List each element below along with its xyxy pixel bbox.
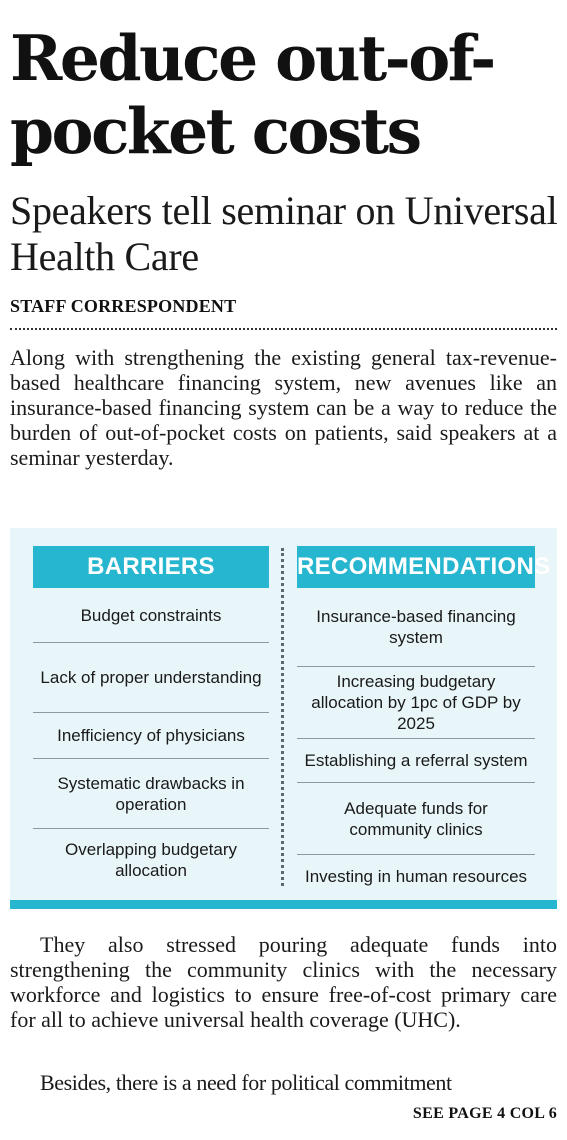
recommendations-heading: RECOMMENDATIONS <box>297 546 535 588</box>
recommendation-item: Insurance-based financing system <box>316 607 516 647</box>
infographic-bottom-bar <box>10 900 557 909</box>
subheadline: Speakers tell seminar on Universal Health Care <box>10 188 558 279</box>
recommendations-column <box>297 546 551 898</box>
barrier-item: Budget constraints <box>80 605 222 625</box>
barriers-column <box>33 546 269 890</box>
recommendation-item: Adequate funds for community clinics <box>297 782 535 854</box>
barriers-list <box>33 588 269 890</box>
lead-paragraph: Along with strengthening the existing general tax-revenue-based healthcare financing system, new avenues like an insurance-based financing system can be a way to reduce the burden of out-of-pocket costs on patients, said speakers at a seminar yesterday. <box>10 345 557 470</box>
barrier-item: Inefficiency of physicians <box>33 712 269 758</box>
barrier-item: Systematic drawbacks in operation <box>33 758 269 828</box>
recommendations-list <box>297 588 535 898</box>
column-divider <box>281 548 284 886</box>
barriers-heading: BARRIERS <box>33 546 269 588</box>
recommendation-item: Investing in human resources <box>297 854 535 898</box>
body-paragraph: Besides, there is a need for political commitment <box>40 1070 452 1095</box>
barrier-item: Overlapping budgetary allocation <box>33 828 269 890</box>
body-paragraph: They also stressed pouring adequate funds into strengthening the community clinics with the necessary workforce and logistics to ensure free-of-cost primary care for all to achieve universal health coverage (UHC). <box>10 932 557 1032</box>
recommendation-item: Increasing budgetary allocation by 1pc of GDP by 2025 <box>297 666 535 738</box>
continuation-jump-line: SEE PAGE 4 COL 6 <box>412 1105 557 1122</box>
recommendation-item: Establishing a referral system <box>297 738 535 782</box>
headline: Reduce out-of-pocket costs <box>10 21 494 168</box>
dotted-divider <box>10 328 557 330</box>
byline: STAFF CORRESPONDENT <box>10 296 237 316</box>
barrier-item: Lack of proper understanding <box>33 642 269 712</box>
